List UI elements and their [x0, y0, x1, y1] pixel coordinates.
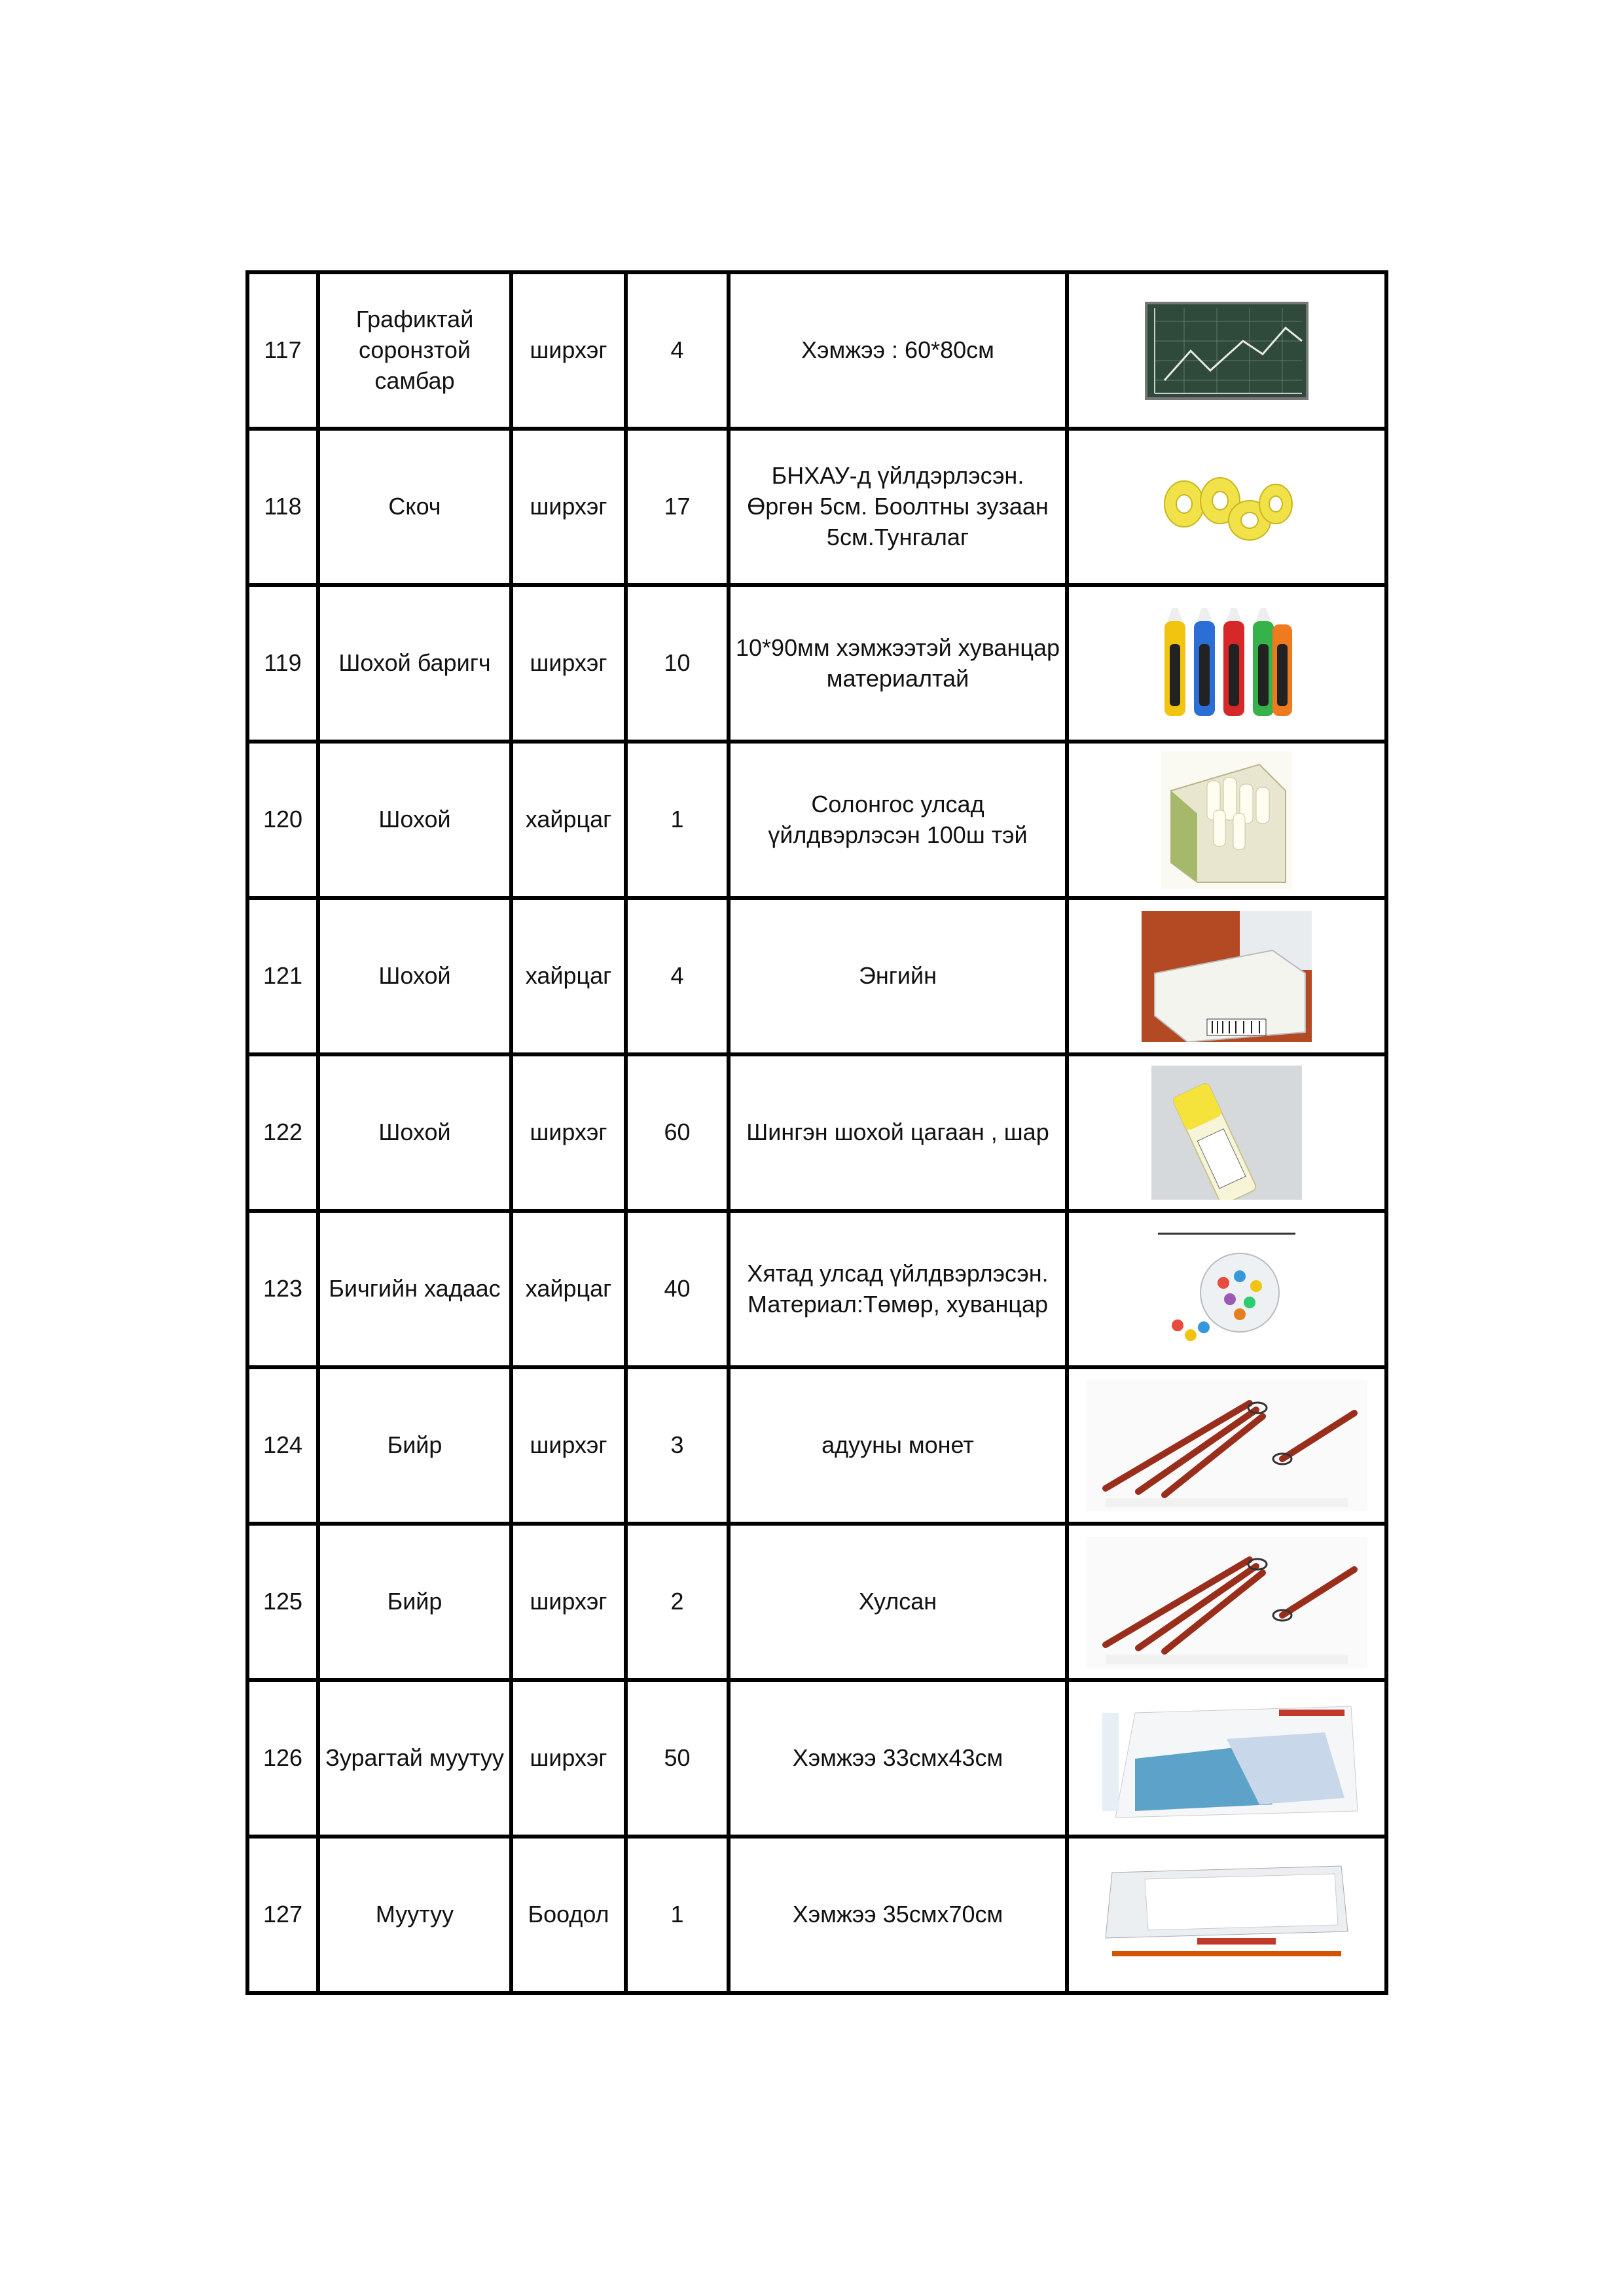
item-photo	[1067, 1367, 1386, 1524]
item-description: 10*90мм хэмжээтэй хуванцар материалтай	[729, 585, 1067, 742]
item-description: Хэмжээ : 60*80см	[729, 272, 1067, 429]
item-name: Графиктай соронзтой самбар	[318, 272, 511, 429]
item-name: Шохой	[318, 898, 511, 1054]
item-name: Бичгийн хадаас	[318, 1211, 511, 1367]
item-description: Хэмжээ 35смх70см	[729, 1837, 1067, 1993]
item-photo	[1067, 898, 1386, 1054]
table-row	[247, 1680, 1386, 1837]
item-quantity: 50	[626, 1680, 729, 1837]
chart-board-image	[1145, 302, 1308, 400]
row-number: 127	[247, 1837, 318, 1993]
push-pins-jar-image	[1158, 1230, 1295, 1348]
item-name: Шохой	[318, 1054, 511, 1211]
row-number: 117	[247, 272, 318, 429]
item-unit: хайрцаг	[511, 742, 626, 898]
item-unit: хайрцаг	[511, 898, 626, 1054]
item-quantity: 17	[626, 429, 729, 585]
item-quantity: 40	[626, 1211, 729, 1367]
row-number: 120	[247, 742, 318, 898]
table-row	[247, 1367, 1386, 1524]
item-description: Энгийн	[729, 898, 1067, 1054]
item-name: Шохой	[318, 742, 511, 898]
item-unit: ширхэг	[511, 272, 626, 429]
product-table	[245, 270, 1388, 1995]
item-description: Шингэн шохой цагаан , шар	[729, 1054, 1067, 1211]
item-unit: Боодол	[511, 1837, 626, 1993]
brushes-image	[1086, 1380, 1367, 1511]
item-unit: хайрцаг	[511, 1211, 626, 1367]
table-row	[247, 585, 1386, 742]
row-number: 125	[247, 1524, 318, 1680]
item-photo	[1067, 1211, 1386, 1367]
row-number: 123	[247, 1211, 318, 1367]
chalk-holders-image	[1158, 605, 1295, 723]
item-name: Бийр	[318, 1524, 511, 1680]
item-description: Хэмжээ 33смх43см	[729, 1680, 1067, 1837]
item-photo	[1067, 585, 1386, 742]
table-row	[247, 1211, 1386, 1367]
item-quantity: 2	[626, 1524, 729, 1680]
table-row	[247, 272, 1386, 429]
item-quantity: 3	[626, 1367, 729, 1524]
item-name: Шохой баригч	[318, 585, 511, 742]
paper-pack-image	[1086, 1859, 1367, 1971]
item-photo	[1067, 1837, 1386, 1993]
item-quantity: 4	[626, 898, 729, 1054]
table-body	[247, 272, 1386, 1993]
item-name: Бийр	[318, 1367, 511, 1524]
item-unit: ширхэг	[511, 1367, 626, 1524]
row-number: 119	[247, 585, 318, 742]
drawing-paper-image	[1089, 1693, 1364, 1824]
item-unit: ширхэг	[511, 585, 626, 742]
table-row	[247, 1837, 1386, 1993]
item-unit: ширхэг	[511, 429, 626, 585]
brushes-image	[1086, 1537, 1367, 1668]
item-photo	[1067, 1680, 1386, 1837]
item-quantity: 1	[626, 1837, 729, 1993]
table-row	[247, 1524, 1386, 1680]
item-name: Скоч	[318, 429, 511, 585]
chalk-pack-image	[1142, 911, 1312, 1042]
item-quantity: 10	[626, 585, 729, 742]
tape-rolls-image	[1158, 465, 1295, 550]
table-row	[247, 1054, 1386, 1211]
row-number: 118	[247, 429, 318, 585]
item-description: БНХАУ-д үйлдэрлэсэн. Өргөн 5см. Боолтны зузаан 5см.Тунгалаг	[729, 429, 1067, 585]
item-name: Зурагтай муутуу	[318, 1680, 511, 1837]
item-photo	[1067, 1524, 1386, 1680]
table-row	[247, 429, 1386, 585]
item-photo	[1067, 742, 1386, 898]
item-quantity: 1	[626, 742, 729, 898]
chalk-box-image	[1161, 751, 1292, 889]
item-photo	[1067, 429, 1386, 585]
table-row	[247, 898, 1386, 1054]
item-name: Муутуу	[318, 1837, 511, 1993]
liquid-chalk-marker-image	[1151, 1066, 1302, 1200]
item-description: Солонгос улсад үйлдвэрлэсэн 100ш тэй	[729, 742, 1067, 898]
item-unit: ширхэг	[511, 1680, 626, 1837]
item-unit: ширхэг	[511, 1524, 626, 1680]
item-description: Хятад улсад үйлдвэрлэсэн. Материал:Төмөр, хуванцар	[729, 1211, 1067, 1367]
row-number: 126	[247, 1680, 318, 1837]
row-number: 124	[247, 1367, 318, 1524]
item-description: Хулсан	[729, 1524, 1067, 1680]
table-row	[247, 742, 1386, 898]
item-photo	[1067, 1054, 1386, 1211]
item-description: адууны монет	[729, 1367, 1067, 1524]
item-quantity: 4	[626, 272, 729, 429]
item-unit: ширхэг	[511, 1054, 626, 1211]
row-number: 122	[247, 1054, 318, 1211]
item-photo	[1067, 272, 1386, 429]
row-number: 121	[247, 898, 318, 1054]
item-quantity: 60	[626, 1054, 729, 1211]
